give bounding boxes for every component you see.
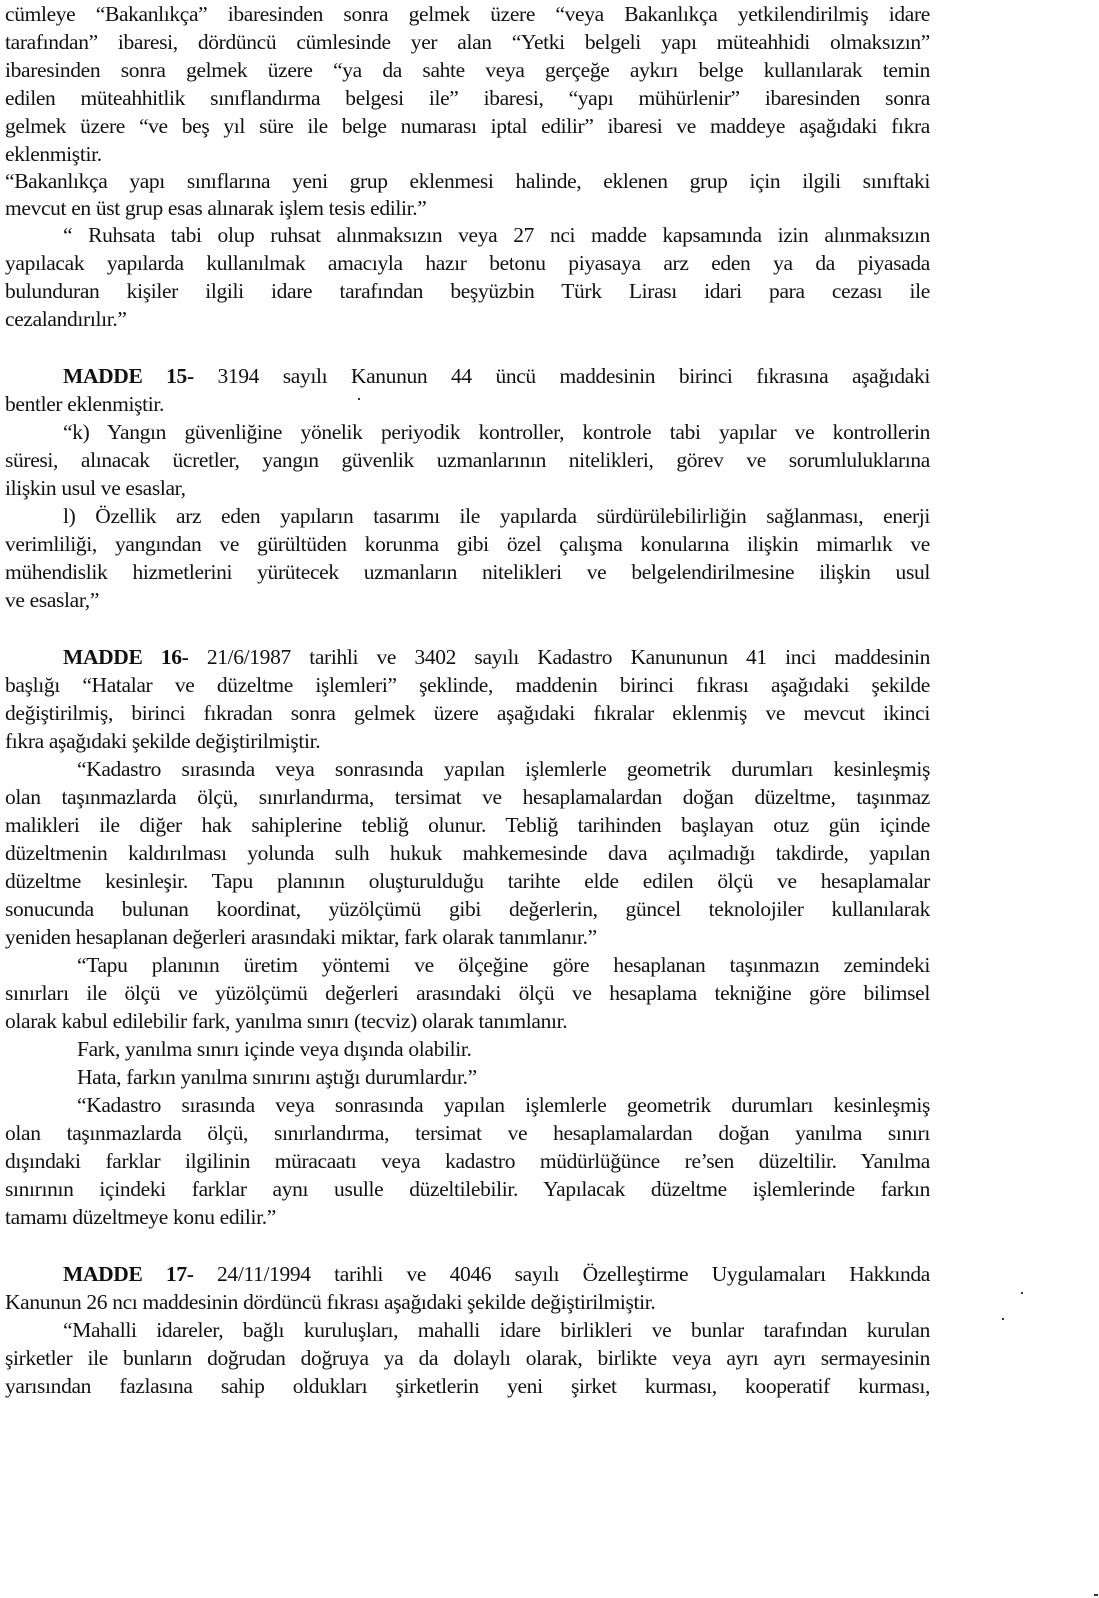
madde-17-first-line: [63, 1260, 930, 1288]
text-line: ibaresinden sonra gelmek üzere “ya da sahte veya gerçeğe aykırı belge kullanılarak temin: [5, 58, 930, 82]
text-line: cümleye “Bakanlıkça” ibaresinden sonra gelmek üzere “veya Bakanlıkça yetkilendirilmiş idare: [5, 2, 930, 26]
text-line: “Kadastro sırasında veya sonrasında yapılan işlemlerle geometrik durumları kesinleşmiş: [77, 757, 930, 781]
text-line: “Mahalli idareler, bağlı kuruluşları, mahalli idare birlikleri ve bunlar tarafından kurulan: [63, 1318, 930, 1342]
text-line: olan taşınmazlarda ölçü, sınırlandırma, tersimat ve hesaplamalardan doğan yanılma sınırı: [5, 1121, 930, 1145]
text-line: şirketler ile bunların doğrudan doğruya ya da dolaylı olarak, birlikte veya ayrı ayrı sermayesinin: [5, 1346, 930, 1370]
madde-15-heading: MADDE 15-: [63, 364, 194, 388]
madde-16-heading: MADDE 16-: [63, 645, 189, 669]
text-line: düzeltme kesinleşir. Tapu planının oluşturulduğu tarihte elde edilen ölçü ve hesaplamalar: [5, 869, 930, 893]
text-line: ve esaslar,”: [5, 588, 100, 612]
text-line: ilişkin usul ve esaslar,: [5, 476, 186, 500]
madde-15-first-line: [63, 362, 930, 390]
text-line: “Bakanlıkça yapı sınıflarına yeni grup eklenmesi halinde, eklenen grup için ilgili sınıftaki: [5, 169, 930, 193]
text-line: “k) Yangın güvenliğine yönelik periyodik kontroller, kontrole tabi yapılar ve kontrollerin: [63, 420, 930, 444]
text-line: olan taşınmazlarda ölçü, sınırlandırma, tersimat ve hesaplamalardan doğan düzeltme, taşınmaz: [5, 785, 930, 809]
text-span: 24/11/1994 tarihli ve 4046 sayılı Özelleştirme Uygulamaları Hakkında: [193, 1262, 930, 1286]
text-span: 3194 sayılı Kanunun 44 üncü maddesinin birinci fıkrasına aşağıdaki: [193, 364, 930, 388]
text-line: gelmek üzere “ve beş yıl süre ile belge numarası iptal edilir” ibaresi ve maddeye aşağıdaki fıkra: [5, 114, 930, 138]
scan-speck: [1021, 1292, 1023, 1294]
text-line: değiştirilmiş, birinci fıkradan sonra gelmek üzere aşağıdaki fıkralar eklenmiş ve mevcut ikinci: [5, 701, 930, 725]
text-line: tamamı düzeltmeye konu edilir.”: [5, 1205, 276, 1229]
text-line: l) Özellik arz eden yapıların tasarımı ile yapılarda sürdürülebilirliğin sağlanması, enerji: [63, 504, 930, 528]
text-line: verimliliği, yangından ve gürültüden korunma gibi özel çalışma konularına ilişkin mimarlık ve: [5, 532, 930, 556]
madde-17-heading: MADDE 17-: [63, 1262, 194, 1286]
text-line: tarafından” ibaresi, dördüncü cümlesinde yer alan “Yetki belgeli yapı müteahhidi olmaksızın”: [5, 30, 930, 54]
scan-speck: [1094, 1594, 1098, 1596]
text-line: Fark, yanılma sınırı içinde veya dışında olabilir.: [77, 1037, 472, 1061]
text-line: cezalandırılır.”: [5, 307, 127, 331]
text-line: “Tapu planının üretim yöntemi ve ölçeğine göre hesaplanan taşınmazın zemindeki: [77, 953, 930, 977]
text-line: düzeltmenin kaldırılması yolunda sulh hukuk mahkemesinde dava açılmadığı takdirde, yapılan: [5, 841, 930, 865]
text-line: sınırının içindeki farklar aynı usulle düzeltilebilir. Yapılacak düzeltme işlemlerinde farkın: [5, 1177, 930, 1201]
text-line: bulunduran kişiler ilgili idare tarafından beşyüzbin Türk Lirası idari para cezası ile: [5, 279, 930, 303]
madde-16-first-line: [63, 643, 930, 671]
text-line: bentler eklenmiştir.: [5, 392, 164, 416]
scan-speck: [358, 398, 360, 400]
text-line: mevcut en üst grup esas alınarak işlem tesis edilir.”: [5, 196, 427, 220]
text-line: Kanunun 26 ncı maddesinin dördüncü fıkrası aşağıdaki şekilde değiştirilmiştir.: [5, 1290, 656, 1314]
text-line: yapılacak yapılarda kullanılmak amacıyla hazır betonu piyasaya arz eden ya da piyasada: [5, 251, 930, 275]
text-line: dışındaki farklar ilgilinin müracaatı veya kadastro müdürlüğünce re’sen düzeltilir. Yanılma: [5, 1149, 930, 1173]
text-line: sonucunda bulunan koordinat, yüzölçümü gibi değerlerin, güncel teknolojiler kullanılarak: [5, 897, 930, 921]
text-line: sınırları ile ölçü ve yüzölçümü değerleri arasındaki ölçü ve hesaplama tekniğine göre bilimsel: [5, 981, 930, 1005]
text-line: yarısından fazlasına sahip oldukları şirketlerin yeni şirket kurması, kooperatif kurması,: [5, 1374, 930, 1398]
text-line: fıkra aşağıdaki şekilde değiştirilmiştir.: [5, 729, 321, 753]
text-span: 21/6/1987 tarihli ve 3402 sayılı Kadastro Kanununun 41 inci maddesinin: [188, 645, 930, 669]
text-line: “ Ruhsata tabi olup ruhsat alınmaksızın veya 27 nci madde kapsamında izin alınmaksızın: [63, 223, 930, 247]
text-line: edilen müteahhitlik sınıflandırma belgesi ile” ibaresi, “yapı mühürlenir” ibaresinden sonra: [5, 86, 930, 110]
text-line: “Kadastro sırasında veya sonrasında yapılan işlemlerle geometrik durumları kesinleşmiş: [77, 1093, 930, 1117]
text-line: olarak kabul edilebilir fark, yanılma sınırı (tecviz) olarak tanımlanır.: [5, 1009, 568, 1033]
text-line: süresi, alınacak ücretler, yangın güvenlik uzmanlarının nitelikleri, görev ve sorumluluklarına: [5, 448, 930, 472]
text-line: malikleri ile diğer hak sahiplerine tebliğ olunur. Tebliğ tarihinden başlayan otuz gün içinde: [5, 813, 930, 837]
text-line: başlığı “Hatalar ve düzeltme işlemleri” şeklinde, maddenin birinci fıkrası aşağıdaki şekilde: [5, 673, 930, 697]
text-line: yeniden hesaplanan değerleri arasındaki miktar, fark olarak tanımlanır.”: [5, 925, 597, 949]
scan-speck: [1002, 1318, 1004, 1320]
text-line: mühendislik hizmetlerini yürütecek uzmanların nitelikleri ve belgelendirilmesine ilişkin usul: [5, 560, 930, 584]
text-line: Hata, farkın yanılma sınırını aştığı durumlardır.”: [77, 1065, 477, 1089]
text-line: eklenmiştir.: [5, 142, 102, 166]
